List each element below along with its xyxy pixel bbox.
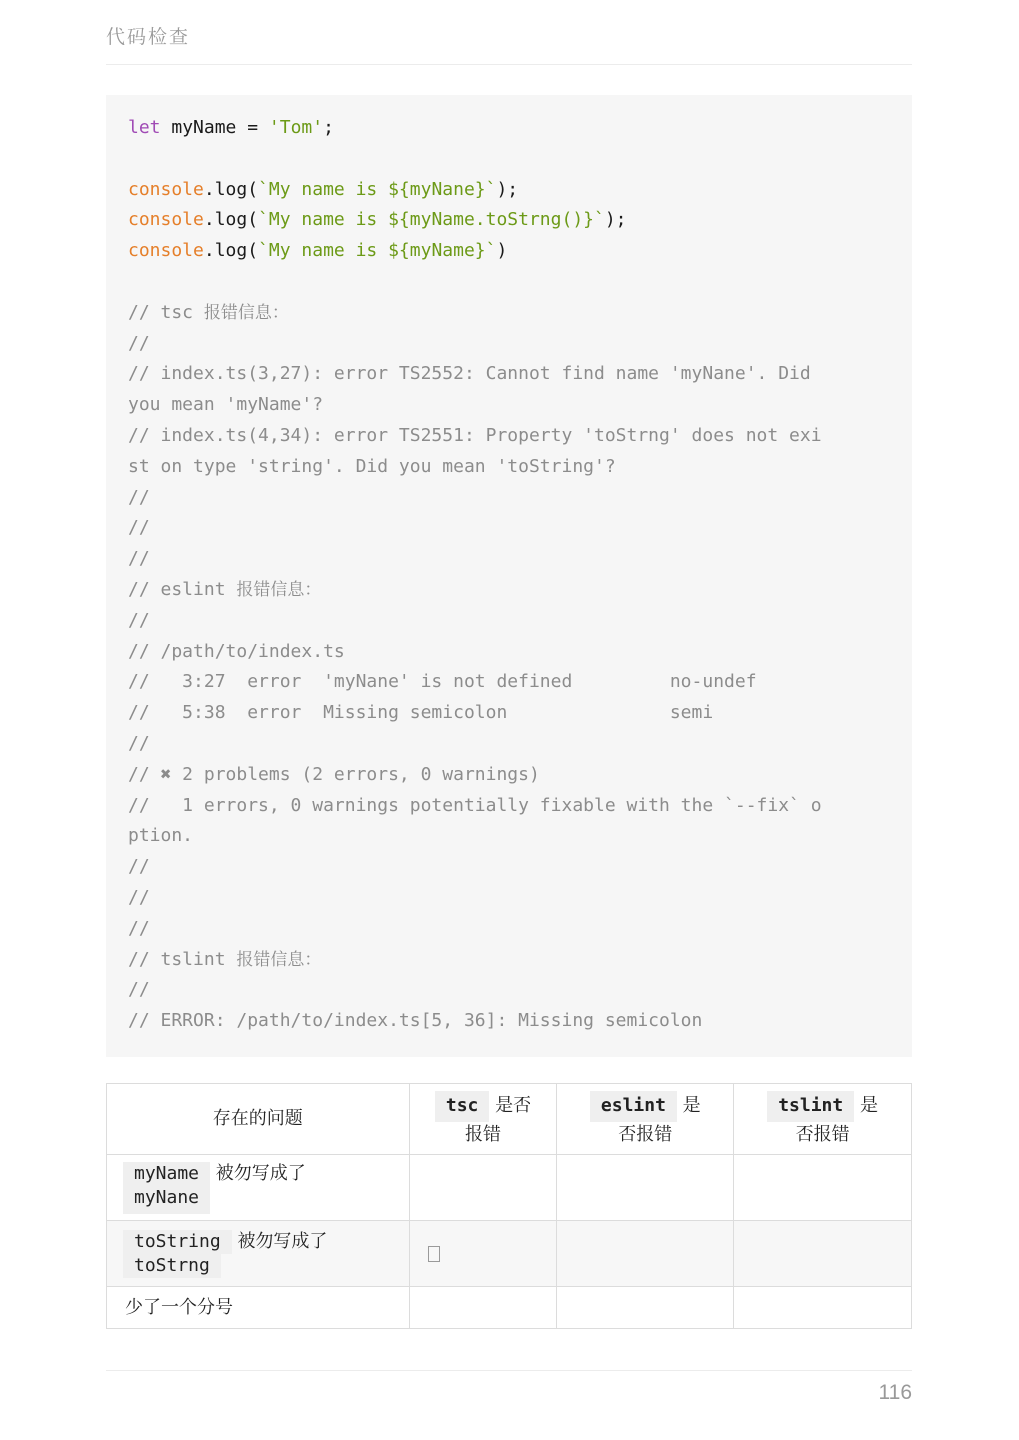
global-object: console xyxy=(128,240,204,262)
blank-line xyxy=(128,144,822,175)
code-text: myName = xyxy=(160,117,269,138)
comment-cjk: 报错信息： xyxy=(236,949,322,970)
header-text: 是 xyxy=(682,1094,701,1116)
code-text: .log( xyxy=(203,178,259,200)
code-text: ); xyxy=(604,209,627,231)
inline-code: toStrng xyxy=(123,1254,221,1278)
global-object: console xyxy=(128,178,204,200)
comment: // eslint xyxy=(128,578,237,600)
inline-code: tsc xyxy=(435,1091,490,1122)
code-content xyxy=(128,113,822,1037)
comment-line: ption. xyxy=(128,825,194,847)
comment-line: // 5:38 error Missing semicolon semi xyxy=(128,702,714,724)
inline-code: tslint xyxy=(767,1091,854,1122)
code-text: ; xyxy=(323,117,334,138)
checkmark-glyph-icon xyxy=(428,1246,440,1262)
column-header-tslint xyxy=(734,1084,912,1155)
template-literal: `My name is ${myName}` xyxy=(258,240,497,262)
comment-line: // xyxy=(128,486,150,508)
eslint-cell xyxy=(557,1287,734,1329)
comment-line: // /path/to/index.ts xyxy=(128,640,345,662)
comment-line: st on type 'string'. Did you mean 'toString'? xyxy=(128,455,616,477)
comment-line xyxy=(128,298,822,329)
tslint-cell xyxy=(734,1155,912,1221)
global-object: console xyxy=(128,209,204,231)
comment-line: // xyxy=(128,886,150,908)
tsc-cell xyxy=(409,1221,557,1287)
comment-line: // ERROR: /path/to/index.ts[5, 36]: Missing semicolon xyxy=(128,1010,703,1032)
tslint-cell xyxy=(734,1221,912,1287)
comment-line: // xyxy=(128,917,150,939)
comment-line: // xyxy=(128,732,150,754)
table-row xyxy=(107,1221,912,1287)
column-header-problem xyxy=(107,1084,410,1155)
eslint-cell xyxy=(557,1221,734,1287)
comment-line: you mean 'myName'? xyxy=(128,394,324,416)
comment-line: // xyxy=(128,609,150,631)
table-row xyxy=(107,1155,912,1221)
code-text: ); xyxy=(496,178,519,200)
cell-text: 被勿写成了 xyxy=(215,1162,306,1184)
template-literal: `My name is ${myNane}` xyxy=(258,178,497,200)
column-header-eslint xyxy=(557,1084,734,1155)
comment-line: // index.ts(4,34): error TS2551: Property 'toStrng' does not exi xyxy=(128,424,822,446)
inline-code: myName xyxy=(123,1162,210,1186)
cell-text: 少了一个分号 xyxy=(125,1296,233,1318)
inline-code: myNane xyxy=(123,1186,210,1214)
table-header-row xyxy=(107,1084,912,1155)
header-text: 否报错 xyxy=(618,1123,673,1145)
problem-cell xyxy=(107,1155,410,1221)
tslint-cell xyxy=(734,1287,912,1329)
comparison-table xyxy=(106,1083,912,1329)
header-text: 是 xyxy=(859,1094,878,1116)
header-text: 存在的问题 xyxy=(212,1108,303,1129)
header-text: 报错 xyxy=(464,1123,501,1145)
header-text: 是否 xyxy=(495,1094,532,1116)
header-text: 否报错 xyxy=(795,1123,850,1145)
code-text: .log( xyxy=(203,209,259,231)
string-literal: 'Tom' xyxy=(268,117,324,138)
problem-cell xyxy=(107,1221,410,1287)
page-header xyxy=(106,22,912,65)
comment-cjk: 报错信息： xyxy=(203,302,289,323)
comment-line xyxy=(128,575,822,606)
comment-line: // index.ts(3,27): error TS2552: Cannot find name 'myNane'. Did xyxy=(128,363,811,385)
comment-line: // 3:27 error 'myNane' is not defined no-undef xyxy=(128,671,757,693)
comment-line: // xyxy=(128,332,150,354)
comment: // tslint xyxy=(128,948,237,970)
table-row xyxy=(107,1287,912,1329)
comment-line: // ✖ 2 problems (2 errors, 0 warnings) xyxy=(128,763,540,785)
code-text: ) xyxy=(496,240,508,262)
eslint-cell xyxy=(557,1155,734,1221)
page-number: 116 xyxy=(878,1381,912,1404)
cell-text: 被勿写成了 xyxy=(237,1230,328,1252)
comment-line: // xyxy=(128,979,150,1001)
tsc-cell xyxy=(409,1155,557,1221)
code-line xyxy=(128,175,822,206)
code-line xyxy=(128,236,822,267)
footer-divider xyxy=(106,1370,912,1371)
comment-line: // xyxy=(128,548,150,570)
problem-cell xyxy=(107,1287,410,1329)
inline-code: toString xyxy=(123,1230,232,1254)
code-text: .log( xyxy=(203,240,259,262)
template-literal: `My name is ${myName.toStrng()}` xyxy=(258,209,605,231)
comment-line: // 1 errors, 0 warnings potentially fixable with the `--fix` o xyxy=(128,794,822,816)
code-line xyxy=(128,205,822,236)
comment-line: // xyxy=(128,856,150,878)
code-line xyxy=(128,113,822,144)
blank-line xyxy=(128,267,822,298)
comment: // tsc xyxy=(128,301,204,323)
keyword: let xyxy=(128,117,161,138)
chapter-title: 代码检查 xyxy=(106,26,191,48)
inline-code: eslint xyxy=(590,1091,677,1122)
comment-line: // xyxy=(128,517,150,539)
column-header-tsc xyxy=(409,1084,557,1155)
tsc-cell xyxy=(409,1287,557,1329)
comment-cjk: 报错信息： xyxy=(236,579,322,600)
comment-line xyxy=(128,945,822,976)
